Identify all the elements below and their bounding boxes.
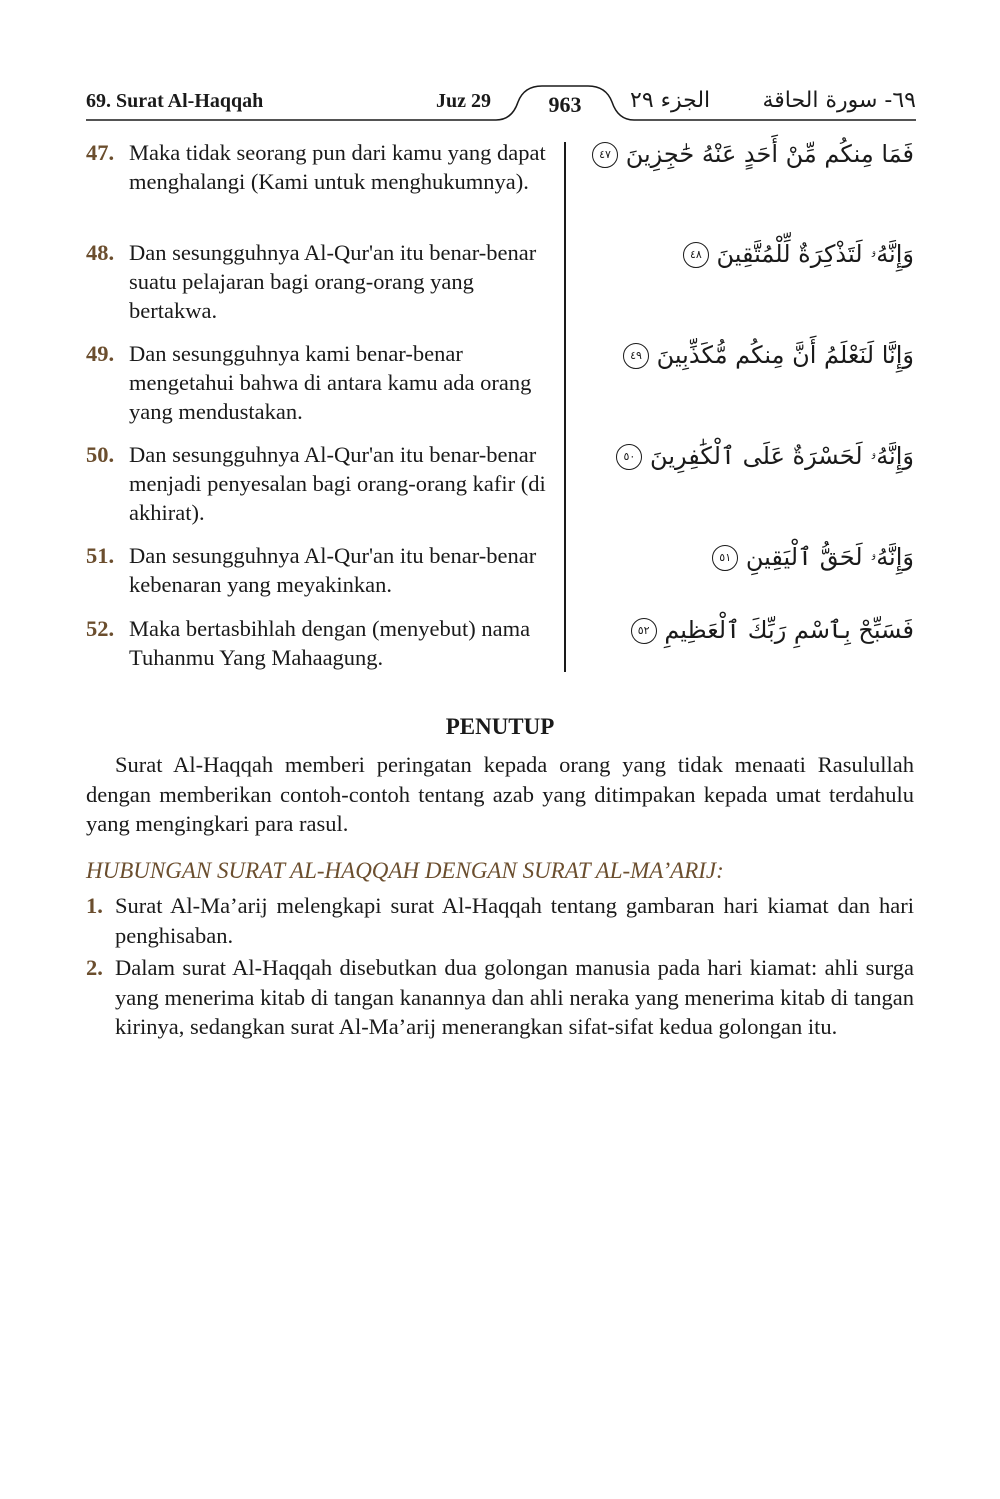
- column-divider: [564, 142, 566, 672]
- verse-end-mark: ٤٧: [592, 142, 618, 168]
- verse-text: Maka bertasbihlah dengan (menyebut) nama Tuhanmu Yang Mahaagung.: [129, 616, 531, 670]
- arabic-text: فَمَا مِنكُم مِّنْ أَحَدٍ عَنْهُ حَٰجِزِينَ: [625, 140, 914, 168]
- verse-arabic-47: [584, 138, 914, 170]
- verse-translation-49: [86, 339, 564, 426]
- relation-item-2: [86, 953, 914, 1042]
- arabic-text: وَإِنَّهُۥ لَتَذْكِرَةٌ لِّلْمُتَّقِينَ: [716, 240, 914, 268]
- verse-number: 52.: [86, 616, 115, 641]
- verse-translation-48: [86, 238, 564, 325]
- verse-end-mark: ٤٩: [623, 343, 649, 369]
- closing-title: PENUTUP: [445, 714, 555, 739]
- verse-end-mark: ٥١: [712, 545, 738, 571]
- header-surah-latin: 69. Surat Al-Haqqah: [86, 90, 264, 112]
- arabic-text: وَإِنَّهُۥ لَحَسْرَةٌ عَلَى ٱلْكَٰفِرِينَ: [650, 442, 914, 470]
- verse-arabic-49: [584, 339, 914, 371]
- verse-arabic-48: [584, 238, 914, 270]
- verse-number: 51.: [86, 543, 115, 568]
- verse-number: 49.: [86, 341, 115, 366]
- verse-arabic-51: [584, 541, 914, 573]
- arabic-text: فَسَبِّحْ بِٱسْمِ رَبِّكَ ٱلْعَظِيمِ: [664, 616, 914, 644]
- verse-translation-52: [86, 614, 564, 672]
- verse-end-mark: ٤٨: [683, 242, 709, 268]
- item-text: Dalam surat Al-Haqqah disebutkan dua golongan manusia pada hari kiamat: ahli surga yang menerima kitab di tangan kanannya dan ahli neraka yang menerima kitab di tangan kirinya, sedangkan surat Al-Ma’arij menerangkan sifat-sifat kedua golongan itu.: [115, 955, 914, 1039]
- page-number: 963: [548, 92, 582, 117]
- verse-number: 48.: [86, 240, 115, 265]
- verse-number: 50.: [86, 442, 115, 467]
- verse-text: Dan sesungguhnya Al-Qur'an itu benar-benar kebenaran yang meyakinkan.: [129, 543, 537, 597]
- item-number: 2.: [86, 955, 103, 980]
- item-number: 1.: [86, 893, 103, 918]
- header-surah-arabic: ٦٩- سورة الحاقة: [762, 88, 916, 113]
- verse-translation-47: [86, 138, 564, 196]
- verse-text: Dan sesungguhnya kami benar-benar mengetahui bahwa di antara kamu ada orang yang mendustakan.: [129, 341, 532, 424]
- arabic-text: وَإِنَّهُۥ لَحَقُّ ٱلْيَقِينِ: [745, 543, 914, 571]
- verse-end-mark: ٥٠: [616, 444, 642, 470]
- verse-arabic-52: [584, 614, 914, 646]
- verse-text: Dan sesungguhnya Al-Qur'an itu benar-benar suatu pelajaran bagi orang-orang yang bertakwa.: [129, 240, 537, 323]
- verse-translation-51: [86, 541, 564, 599]
- verse-text: Maka tidak seorang pun dari kamu yang dapat menghalangi (Kami untuk menghukumnya).: [129, 140, 546, 194]
- verse-text: Dan sesungguhnya Al-Qur'an itu benar-benar menjadi penyesalan bagi orang-orang kafir (di akhirat).: [129, 442, 546, 525]
- verse-arabic-50: [584, 440, 914, 472]
- verse-translation-50: [86, 440, 564, 527]
- page-header: [86, 84, 916, 124]
- relation-item-1: [86, 891, 914, 950]
- header-juz-arabic: الجزء ٢٩: [630, 88, 711, 113]
- verse-end-mark: ٥٢: [631, 618, 657, 644]
- header-juz-latin: Juz 29: [436, 90, 491, 112]
- arabic-text: وَإِنَّا لَنَعْلَمُ أَنَّ مِنكُم مُّكَذِّبِينَ: [656, 341, 914, 369]
- closing-paragraph: Surat Al-Haqqah memberi peringatan kepada orang yang tidak menaati Rasulullah dengan memberikan contoh-contoh tentang azab yang ditimpakan kepada umat terdahulu yang mengingkari para rasul.: [86, 752, 914, 836]
- relation-heading: HUBUNGAN SURAT AL-HAQQAH DENGAN SURAT AL-MA’ARIJ:: [86, 858, 724, 883]
- item-text: Surat Al-Ma’arij melengkapi surat Al-Haqqah tentang gambaran hari kiamat dan hari penghisaban.: [115, 893, 914, 948]
- verse-number: 47.: [86, 140, 115, 165]
